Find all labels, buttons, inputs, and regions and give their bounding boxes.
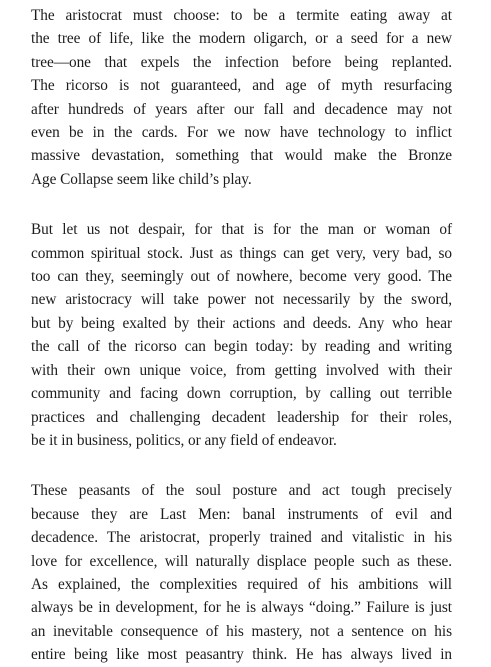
text-line: the call of the ricorso can begin today: by reading and writing — [31, 338, 452, 356]
text-line: entire being like most peasantry think. He has always lived in — [31, 646, 452, 664]
text-line: tree—one that expels the infection before being replanted. — [31, 53, 452, 71]
paragraph-2 — [31, 218, 452, 452]
text-line: because they are Last Men: banal instruments of evil and — [31, 505, 452, 523]
text-line: These peasants of the soul posture and act tough precisely — [31, 482, 452, 500]
text-line: the tree of life, like the modern oligarch, or a seed for a new — [31, 30, 452, 48]
text-line: community and facing down corruption, by calling out terrible — [31, 385, 452, 403]
text-line: As explained, the complexities required of his ambitions will — [31, 575, 452, 593]
paragraph-3 — [31, 479, 452, 666]
text-line: But let us not despair, for that is for the man or woman of — [31, 221, 452, 239]
text-line: love for excellence, will naturally displace people such as these. — [31, 552, 452, 570]
text-line: too can they, seemingly out of nowhere, become very good. The — [31, 268, 452, 286]
text-line: even be in the cards. For we now have technology to inflict — [31, 124, 452, 142]
text-line: with their own unique voice, from getting involved with their — [31, 361, 452, 379]
text-line: be it in business, politics, or any field of endeavor. — [31, 431, 337, 449]
text-line: practices and challenging decadent leadership for their roles, — [31, 408, 452, 426]
text-line: decadence. The aristocrat, properly trained and vitalistic in his — [31, 529, 452, 547]
text-line: after hundreds of years after our fall and decadence may not — [31, 100, 452, 118]
text-line: The aristocrat must choose: to be a termite eating away at — [31, 7, 452, 24]
text-line: always be in development, for he is always “doing.” Failure is just — [31, 599, 452, 617]
text-line: Age Collapse seem like child’s play. — [31, 170, 252, 188]
document-page — [31, 4, 452, 664]
text-line: but by being exalted by their actions and deeds. Any who hear — [31, 314, 452, 332]
text-line: new aristocracy will take power not necessarily by the sword, — [31, 291, 452, 309]
paragraph-1 — [31, 4, 452, 191]
text-line: massive devastation, something that would make the Bronze — [31, 147, 452, 165]
text-line: The ricorso is not guaranteed, and age of myth resurfacing — [31, 77, 452, 95]
text-line: common spiritual stock. Just as things can get very, very bad, so — [31, 244, 452, 262]
text-line: an inevitable consequence of his mastery, not a sentence on his — [31, 622, 452, 640]
